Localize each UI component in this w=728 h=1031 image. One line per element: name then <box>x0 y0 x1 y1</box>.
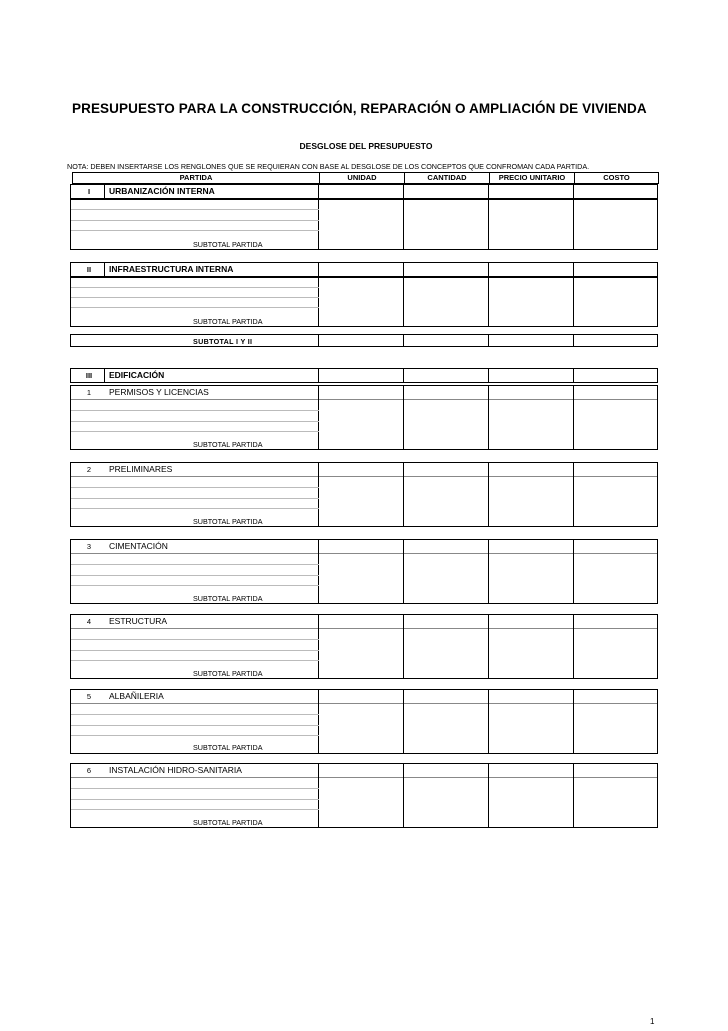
row-line <box>71 307 319 308</box>
page-number: 1 <box>650 1017 655 1026</box>
section-number: 1 <box>86 388 92 397</box>
divider <box>488 263 489 326</box>
row-line <box>71 230 319 231</box>
divider <box>488 690 489 753</box>
page-title: PRESUPUESTO PARA LA CONSTRUCCIÓN, REPARACIÓN O AMPLIACIÓN DE VIVIENDA <box>72 101 647 116</box>
section-number: 3 <box>86 542 92 551</box>
section-name: EDIFICACIÓN <box>109 370 165 380</box>
divider <box>318 386 319 449</box>
divider <box>318 463 319 526</box>
divider <box>318 540 319 603</box>
row-line <box>71 431 319 432</box>
row-line <box>71 498 319 499</box>
row-line <box>71 297 319 298</box>
section-name: PRELIMINARES <box>109 464 173 474</box>
row-line <box>71 735 319 736</box>
row-line <box>71 410 319 411</box>
section-name: CIMENTACIÓN <box>109 541 168 551</box>
section-number: 2 <box>86 465 92 474</box>
col-partida: PARTIDA <box>179 173 213 182</box>
divider <box>573 185 574 249</box>
section-name: URBANIZACIÓN INTERNA <box>109 186 215 196</box>
divider <box>488 764 489 827</box>
section-infraestructura-interna <box>70 262 658 327</box>
col-cantidad: CANTIDAD <box>427 173 467 182</box>
subtotal-label: SUBTOTAL PARTIDA <box>193 743 263 752</box>
divider <box>403 185 404 249</box>
divider <box>403 615 404 678</box>
subtotal-label: SUBTOTAL PARTIDA <box>193 669 263 678</box>
col-precio-unitario: PRECIO UNITARIO <box>498 173 566 182</box>
row-line <box>71 421 319 422</box>
row-line <box>71 287 319 288</box>
section-number: 5 <box>86 692 92 701</box>
row-line <box>71 799 319 800</box>
divider <box>488 335 489 346</box>
section-number: III <box>85 371 93 380</box>
section-name: INSTALACIÓN HIDRO-SANITARIA <box>109 765 242 775</box>
subtitle <box>0 141 728 151</box>
section-name: ALBAÑILERIA <box>109 691 164 701</box>
section-preliminares <box>70 462 658 527</box>
row-line <box>71 220 319 221</box>
section-name: ESTRUCTURA <box>109 616 168 626</box>
row-line <box>71 508 319 509</box>
divider <box>318 335 319 346</box>
section-number: II <box>86 265 92 274</box>
row-line <box>71 564 319 565</box>
section-urbanizacion-interna <box>70 184 658 250</box>
divider <box>318 615 319 678</box>
row-line <box>71 639 319 640</box>
divider <box>403 463 404 526</box>
subtitle-text: DESGLOSE DEL PRESUPUESTO <box>299 141 433 151</box>
section-cimentacion <box>70 539 658 604</box>
section-albanileria <box>70 689 658 754</box>
col-costo: COSTO <box>603 173 630 182</box>
divider <box>488 463 489 526</box>
section-estructura <box>70 614 658 679</box>
row-line <box>71 650 319 651</box>
subtotal-label: SUBTOTAL PARTIDA <box>193 317 263 326</box>
subtotal-label: SUBTOTAL PARTIDA <box>193 240 263 249</box>
row-line <box>71 487 319 488</box>
divider <box>488 369 489 382</box>
divider <box>403 263 404 326</box>
divider <box>573 369 574 382</box>
column-header-row <box>72 172 659 184</box>
section-number: 6 <box>86 766 92 775</box>
row-line <box>71 809 319 810</box>
section-edificacion <box>70 368 658 383</box>
subtotal-label: SUBTOTAL PARTIDA <box>193 517 263 526</box>
col-unidad: UNIDAD <box>347 173 377 182</box>
section-name: PERMISOS Y LICENCIAS <box>109 387 209 397</box>
subtotal-i-ii-row <box>70 334 658 347</box>
divider <box>573 540 574 603</box>
row-line <box>71 575 319 576</box>
subtotal-i-ii-label: SUBTOTAL I Y II <box>193 337 253 346</box>
divider <box>318 764 319 827</box>
divider <box>318 263 319 326</box>
divider <box>318 185 319 249</box>
divider <box>403 335 404 346</box>
divider <box>573 335 574 346</box>
divider <box>403 386 404 449</box>
subtotal-label: SUBTOTAL PARTIDA <box>193 818 263 827</box>
row-line <box>71 788 319 789</box>
divider <box>573 463 574 526</box>
divider <box>573 615 574 678</box>
divider <box>573 764 574 827</box>
divider <box>104 369 105 382</box>
divider <box>403 690 404 753</box>
divider <box>573 263 574 326</box>
divider <box>573 386 574 449</box>
row-line <box>71 585 319 586</box>
row-line <box>71 660 319 661</box>
divider <box>318 369 319 382</box>
section-name: INFRAESTRUCTURA INTERNA <box>109 264 234 274</box>
divider <box>403 369 404 382</box>
row-line <box>71 714 319 715</box>
divider <box>488 540 489 603</box>
row-line <box>71 725 319 726</box>
section-permisos-licencias <box>70 385 658 450</box>
subtotal-label: SUBTOTAL PARTIDA <box>193 594 263 603</box>
section-number: I <box>87 187 91 196</box>
subtotal-label: SUBTOTAL PARTIDA <box>193 440 263 449</box>
divider <box>403 764 404 827</box>
divider <box>104 263 105 276</box>
divider <box>318 690 319 753</box>
section-instalacion-hidro-sanitaria <box>70 763 658 828</box>
divider <box>403 540 404 603</box>
divider <box>488 615 489 678</box>
note-text: NOTA: DEBEN INSERTARSE LOS RENGLONES QUE SE REQUIERAN CON BASE AL DESGLOSE DE LOS CONCEPTOS QUE CONFROMAN CADA PARTIDA. <box>67 162 590 171</box>
divider <box>488 185 489 249</box>
section-number: 4 <box>86 617 92 626</box>
row-line <box>71 209 319 210</box>
divider <box>573 690 574 753</box>
divider <box>104 185 105 198</box>
divider <box>488 386 489 449</box>
